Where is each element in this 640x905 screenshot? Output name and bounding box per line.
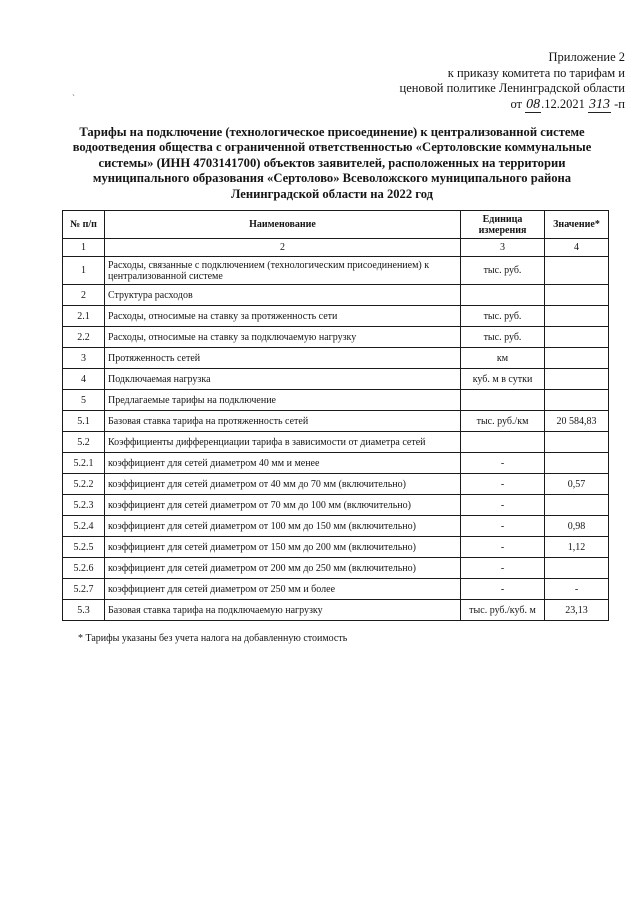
table-row [63, 348, 609, 369]
row-unit: - [461, 558, 545, 579]
row-value [545, 348, 609, 369]
table-row [63, 257, 609, 285]
header-value: Значение* [545, 211, 609, 239]
index-cell: 1 [63, 239, 105, 257]
table-row [63, 285, 609, 306]
row-value: 1,12 [545, 537, 609, 558]
row-number: 5.3 [63, 600, 105, 621]
row-name: коэффициент для сетей диаметром от 40 мм до 70 мм (включительно) [105, 474, 461, 495]
date-prefix: от [510, 96, 523, 111]
scan-speck: ` [72, 93, 75, 103]
appendix-order-ref: к приказу комитета по тарифам и [447, 65, 625, 80]
title-line-1: Тарифы на подключение (технологическое присоединение) к централизованной системе [79, 125, 585, 139]
row-value [545, 285, 609, 306]
row-unit: км [461, 348, 545, 369]
row-name: Структура расходов [105, 285, 461, 306]
row-name: коэффициент для сетей диаметром от 250 мм и более [105, 579, 461, 600]
row-name: Коэффициенты дифференциации тарифа в зависимости от диаметра сетей [105, 432, 461, 453]
row-name: Расходы, относимые на ставку за подключаемую нагрузку [105, 327, 461, 348]
row-unit: - [461, 453, 545, 474]
title-line-3: системы» (ИНН 4703141700) объектов заявителей, расположенных на территории [98, 155, 566, 170]
row-value [545, 327, 609, 348]
row-unit: - [461, 516, 545, 537]
table-row [63, 432, 609, 453]
row-name: коэффициент для сетей диаметром от 70 мм до 100 мм (включительно) [105, 495, 461, 516]
order-suffix: -п [614, 96, 625, 111]
header-unit: Единица измерения [461, 211, 545, 239]
table-row [63, 369, 609, 390]
row-value [545, 257, 609, 285]
row-name: Предлагаемые тарифы на подключение [105, 390, 461, 411]
row-number: 4 [63, 369, 105, 390]
row-unit: - [461, 474, 545, 495]
title-line-5: Ленинградской области на 2022 год [231, 186, 433, 201]
title-line-2: водоотведения общества с ограниченной ответственностью «Сертоловские коммунальные [72, 140, 592, 155]
table-row [63, 495, 609, 516]
row-number: 5.1 [63, 411, 105, 432]
row-name: коэффициент для сетей диаметром 40 мм и менее [105, 453, 461, 474]
table-row [63, 600, 609, 621]
header-num: № п/п [63, 211, 105, 239]
row-unit [461, 285, 545, 306]
row-number: 2.1 [63, 306, 105, 327]
row-unit: тыс. руб./куб. м [461, 600, 545, 621]
row-unit: тыс. руб. [461, 257, 545, 285]
row-value: - [545, 579, 609, 600]
row-value: 20 584,83 [545, 411, 609, 432]
row-number: 5 [63, 390, 105, 411]
table-header-row [63, 211, 609, 239]
row-number: 5.2.2 [63, 474, 105, 495]
row-number: 5.2.7 [63, 579, 105, 600]
row-number: 5.2 [63, 432, 105, 453]
appendix-date-line [340, 97, 625, 113]
row-value: 0,57 [545, 474, 609, 495]
row-unit: - [461, 579, 545, 600]
table-row [63, 537, 609, 558]
row-value: 0,98 [545, 516, 609, 537]
row-number: 5.2.5 [63, 537, 105, 558]
row-name: Расходы, относимые на ставку за протяженность сети [105, 306, 461, 327]
table-row [63, 453, 609, 474]
title-line-4: муниципального образования «Сертолово» Всеволожского муниципального района [92, 171, 572, 186]
row-number: 2 [63, 285, 105, 306]
table-row [63, 390, 609, 411]
row-value [545, 558, 609, 579]
footnote: * Тарифы указаны без учета налога на добавленную стоимость [78, 633, 348, 644]
appendix-title: Приложение 2 [548, 50, 625, 64]
row-value [545, 390, 609, 411]
row-unit: - [461, 537, 545, 558]
row-name: Базовая ставка тарифа на протяженность сетей [105, 411, 461, 432]
table-row [63, 474, 609, 495]
date-day-handwritten: 08 [526, 96, 541, 112]
document-title [56, 125, 608, 202]
appendix-header [340, 50, 625, 112]
row-number: 1 [63, 257, 105, 285]
row-number: 5.2.1 [63, 453, 105, 474]
table-row [63, 327, 609, 348]
row-number: 2.2 [63, 327, 105, 348]
row-value [545, 369, 609, 390]
row-value: 23,13 [545, 600, 609, 621]
row-number: 5.2.6 [63, 558, 105, 579]
row-name: Протяженность сетей [105, 348, 461, 369]
row-unit [461, 432, 545, 453]
table-row [63, 411, 609, 432]
row-name: коэффициент для сетей диаметром от 150 мм до 200 мм (включительно) [105, 537, 461, 558]
tariff-table [62, 210, 609, 621]
row-number: 5.2.3 [63, 495, 105, 516]
order-number-handwritten: 313 [589, 96, 611, 112]
index-cell: 3 [461, 239, 545, 257]
table-row [63, 516, 609, 537]
table-index-row [63, 239, 609, 257]
index-cell: 2 [105, 239, 461, 257]
row-number: 3 [63, 348, 105, 369]
row-name: коэффициент для сетей диаметром от 100 мм до 150 мм (включительно) [105, 516, 461, 537]
row-number: 5.2.4 [63, 516, 105, 537]
row-value [545, 495, 609, 516]
table-row [63, 579, 609, 600]
row-unit: - [461, 495, 545, 516]
row-name: коэффициент для сетей диаметром от 200 мм до 250 мм (включительно) [105, 558, 461, 579]
date-month-year: .12.2021 [541, 96, 585, 111]
table-row [63, 558, 609, 579]
row-unit: тыс. руб. [461, 306, 545, 327]
row-unit: тыс. руб. [461, 327, 545, 348]
row-value [545, 453, 609, 474]
row-name: Базовая ставка тарифа на подключаемую нагрузку [105, 600, 461, 621]
row-name: Подключаемая нагрузка [105, 369, 461, 390]
row-unit: тыс. руб./км [461, 411, 545, 432]
header-name: Наименование [105, 211, 461, 239]
row-unit [461, 390, 545, 411]
row-unit: куб. м в сутки [461, 369, 545, 390]
row-name: Расходы, связанные с подключением (технологическим присоединением) к централизованной системе [105, 257, 461, 285]
appendix-committee: ценовой политике Ленинградской области [399, 81, 625, 95]
row-value [545, 306, 609, 327]
table-row [63, 306, 609, 327]
row-value [545, 432, 609, 453]
index-cell: 4 [545, 239, 609, 257]
